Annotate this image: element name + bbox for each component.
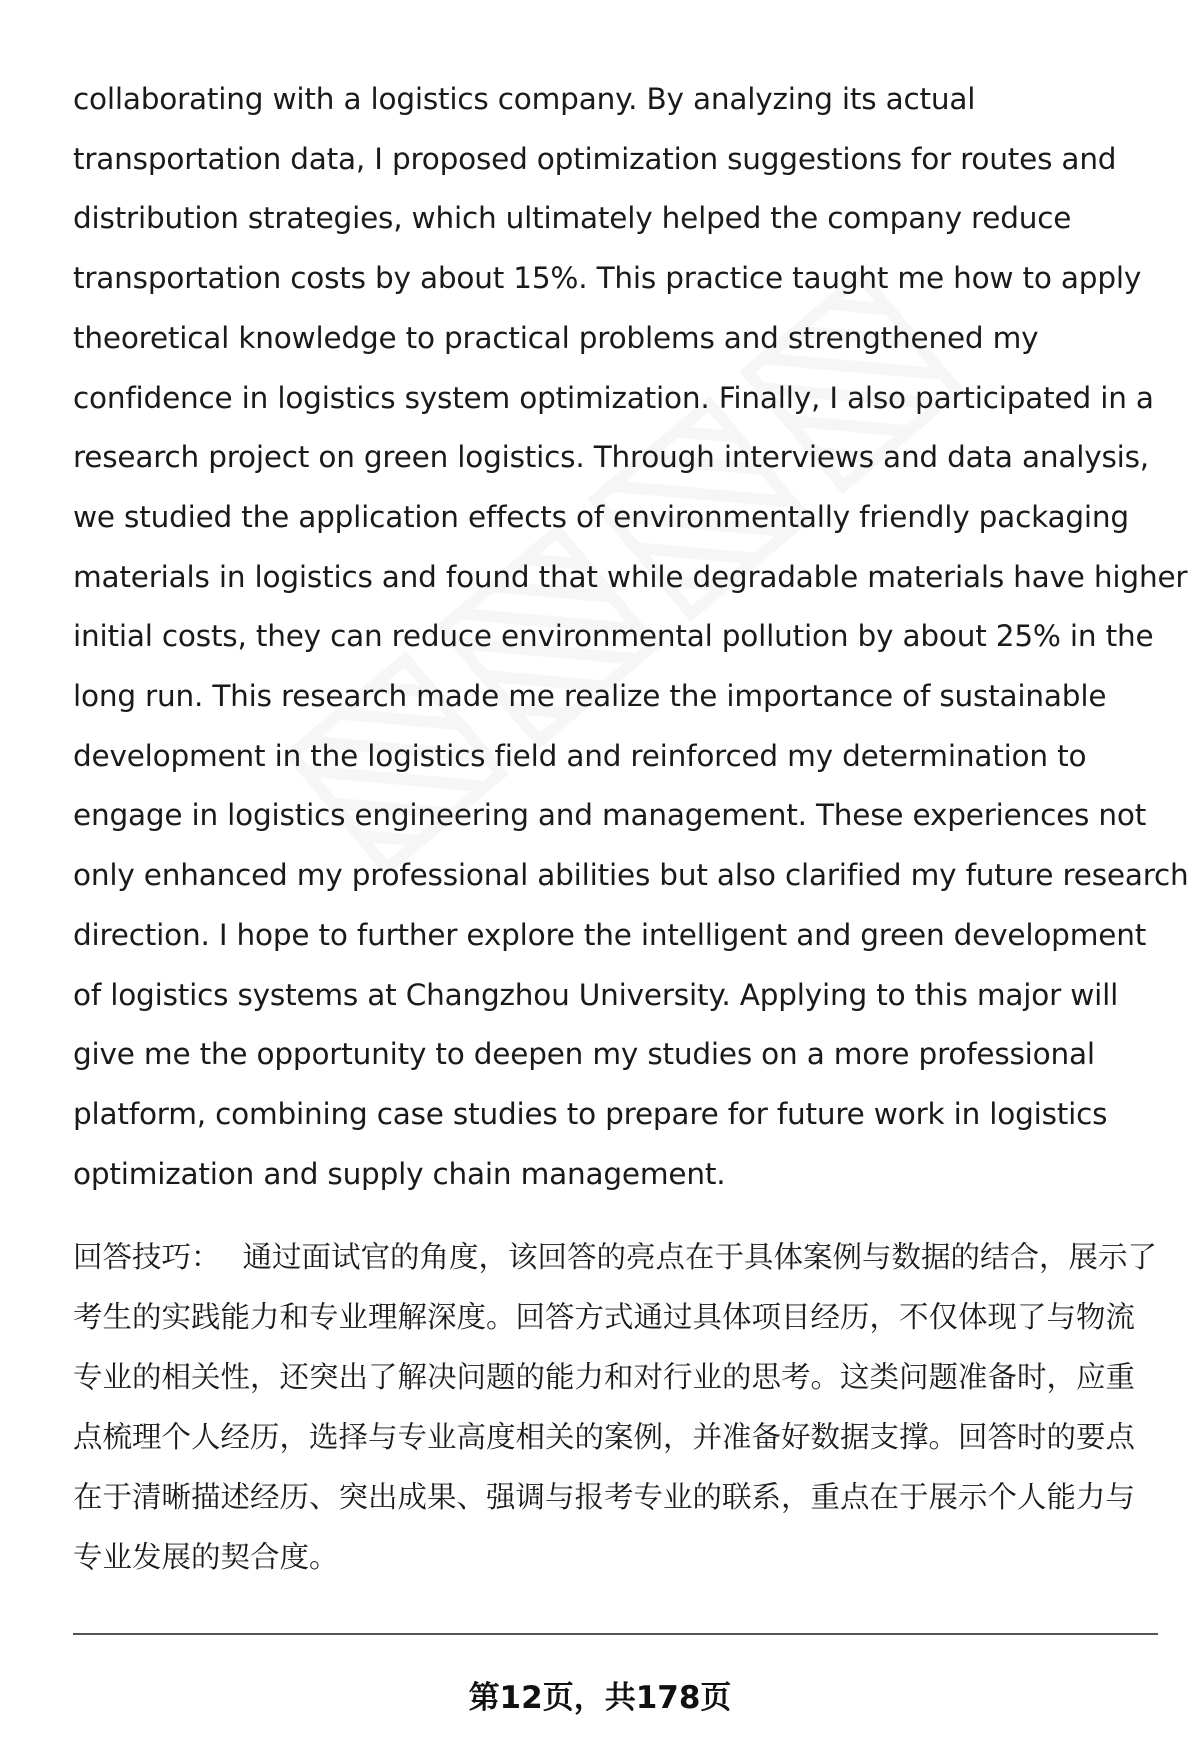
body-line: optimization and supply chain management. xyxy=(73,1156,726,1191)
tips-text: 通过面试官的角度，该回答的亮点在于具体案例与数据的结合，展示了 xyxy=(242,1240,1158,1274)
answer-body-text xyxy=(73,70,1189,1204)
answer-tips-section xyxy=(73,1227,1163,1587)
body-line: we studied the application effects of environmentally friendly packaging xyxy=(73,499,1129,534)
body-line: development in the logistics field and reinforced my determination to xyxy=(73,738,1087,773)
body-line: distribution strategies, which ultimately helped the company reduce xyxy=(73,201,1072,236)
body-line: long run. This research made me realize the importance of sustainable xyxy=(73,679,1107,714)
body-line: give me the opportunity to deepen my studies on a more professional xyxy=(73,1037,1095,1072)
body-line: collaborating with a logistics company. By analyzing its actual xyxy=(73,82,976,116)
body-line: initial costs, they can reduce environmental pollution by about 25% in the xyxy=(73,619,1154,654)
body-line: confidence in logistics system optimization. Finally, I also participated in a xyxy=(73,380,1154,415)
page-number: 第12页，共178页 xyxy=(468,1680,732,1716)
body-line: of logistics systems at Changzhou University. Applying to this major will xyxy=(73,977,1119,1012)
body-line: platform, combining case studies to prepare for future work in logistics xyxy=(73,1096,1108,1131)
tips-line xyxy=(73,1227,1163,1287)
tips-line: 专业的相关性，还突出了解决问题的能力和对行业的思考。这类问题准备时，应重 xyxy=(73,1360,1136,1394)
body-line: materials in logistics and found that while degradable materials have higher xyxy=(73,559,1188,594)
footer-divider xyxy=(73,1633,1158,1635)
tips-label: 回答技巧： xyxy=(73,1240,221,1274)
tips-line: 专业发展的契合度。 xyxy=(73,1540,339,1574)
body-line: transportation data, I proposed optimization suggestions for routes and xyxy=(73,141,1117,176)
body-line: transportation costs by about 15%. This practice taught me how to apply xyxy=(73,261,1142,296)
tips-line: 点梳理个人经历，选择与专业高度相关的案例，并准备好数据支撑。回答时的要点 xyxy=(73,1420,1136,1454)
body-line: theoretical knowledge to practical problems and strengthened my xyxy=(73,320,1039,355)
body-line: only enhanced my professional abilities but also clarified my future research xyxy=(73,858,1189,893)
body-line: direction. I hope to further explore the intelligent and green development xyxy=(73,917,1147,952)
body-line: engage in logistics engineering and management. These experiences not xyxy=(73,798,1147,833)
body-line: research project on green logistics. Through interviews and data analysis, xyxy=(73,440,1149,475)
tips-line: 在于清晰描述经历、突出成果、强调与报考专业的联系，重点在于展示个人能力与 xyxy=(73,1480,1136,1514)
tips-line: 考生的实践能力和专业理解深度。回答方式通过具体项目经历，不仅体现了与物流 xyxy=(73,1300,1136,1334)
